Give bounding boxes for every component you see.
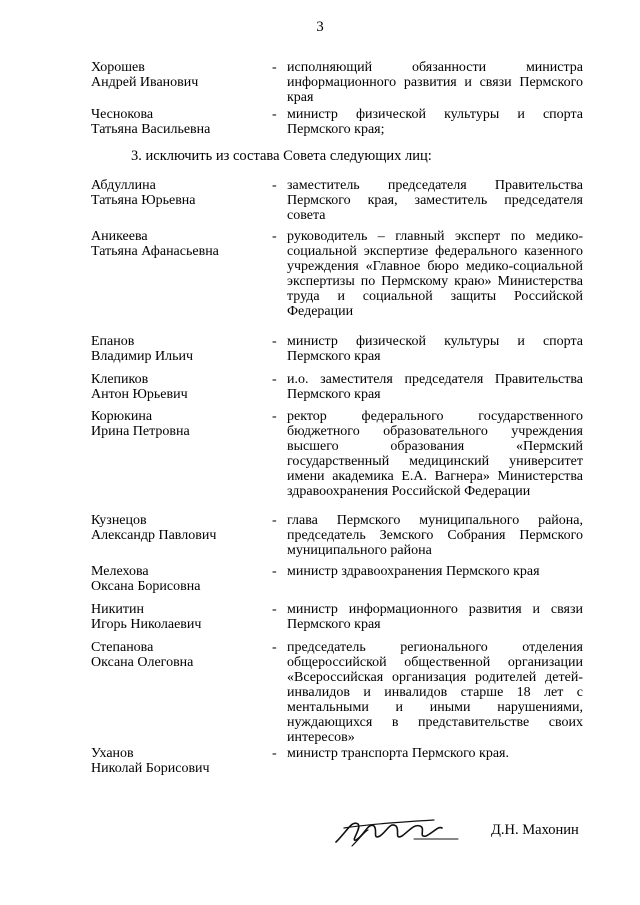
member-role: председатель регионального отделения общероссийской общественной организации «Всероссийская организация родителей детей-инвалидов и инвалидов старше 18 лет с ментальными и иными нарушениями, нуждающихся в представительстве своих интересов»: [287, 640, 583, 745]
member-role: заместитель председателя Правительства Пермского края, заместитель председателя совета: [287, 178, 583, 223]
member-role: министр транспорта Пермского края.: [287, 746, 509, 761]
member-role: министр информационного развития и связи Пермского края: [287, 602, 583, 632]
member-surname: Уханов: [91, 746, 134, 761]
separator-dash: -: [272, 60, 277, 75]
member-given-name: Владимир Ильич: [91, 349, 194, 364]
member-given-name: Татьяна Юрьевна: [91, 193, 196, 208]
member-name: [91, 178, 261, 208]
member-given-name: Татьяна Васильевна: [91, 122, 211, 137]
member-surname: Клепиков: [91, 372, 149, 387]
member-name: [91, 602, 261, 632]
member-role: ректор федерального государственного бюджетного образовательного учреждения высшего образования «Пермский государственный медицинский университет имени академика Е.А. Вагнера» Министерства здравоохранения Российской Федерации: [287, 409, 583, 499]
page-number: 3: [316, 19, 324, 35]
separator-dash: -: [272, 229, 277, 244]
member-surname: Чеснокова: [91, 107, 154, 122]
member-name: [91, 229, 261, 259]
member-given-name: Оксана Борисовна: [91, 579, 201, 594]
separator-dash: -: [272, 409, 277, 424]
member-given-name: Андрей Иванович: [91, 75, 199, 90]
separator-dash: -: [272, 334, 277, 349]
member-surname: Епанов: [91, 334, 135, 349]
member-name: [91, 334, 261, 364]
member-name: [91, 564, 261, 594]
member-surname: Корюкина: [91, 409, 153, 424]
member-name: [91, 372, 261, 402]
member-role: и.о. заместителя председателя Правительства Пермского края: [287, 372, 583, 402]
member-given-name: Антон Юрьевич: [91, 387, 188, 402]
member-surname: Степанова: [91, 640, 154, 655]
separator-dash: -: [272, 107, 277, 122]
separator-dash: -: [272, 564, 277, 579]
separator-dash: -: [272, 746, 277, 761]
member-given-name: Оксана Олеговна: [91, 655, 194, 670]
member-surname: Мелехова: [91, 564, 149, 579]
member-name: [91, 746, 261, 776]
member-name: [91, 60, 261, 90]
member-given-name: Игорь Николаевич: [91, 617, 202, 632]
signer-name: Д.Н. Махонин: [491, 822, 579, 838]
member-given-name: Николай Борисович: [91, 761, 210, 776]
member-role: руководитель – главный эксперт по медико-социальной экспертизе федерального казенного учреждения «Главное бюро медико-социальной экспертизы по Пермскому краю» Министерства труда и социальной защиты Российской Федерации: [287, 229, 583, 319]
member-role: министр физической культуры и спорта Пермского края;: [287, 107, 583, 137]
member-role: глава Пермского муниципального района, председатель Земского Собрания Пермского муниципального района: [287, 513, 583, 558]
member-role: министр физической культуры и спорта Пермского края: [287, 334, 583, 364]
separator-dash: -: [272, 513, 277, 528]
member-surname: Кузнецов: [91, 513, 147, 528]
member-name: [91, 409, 261, 439]
separator-dash: -: [272, 602, 277, 617]
handwritten-signature: [330, 812, 460, 852]
member-surname: Абдуллина: [91, 178, 156, 193]
member-given-name: Ирина Петровна: [91, 424, 190, 439]
member-name: [91, 640, 261, 670]
separator-dash: -: [272, 372, 277, 387]
separator-dash: -: [272, 178, 277, 193]
member-role: министр здравоохранения Пермского края: [287, 564, 540, 579]
section-heading: 3. исключить из состава Совета следующих лиц:: [131, 148, 432, 164]
separator-dash: -: [272, 640, 277, 655]
member-surname: Никитин: [91, 602, 144, 617]
member-surname: Хорошев: [91, 60, 145, 75]
member-name: [91, 107, 261, 137]
member-given-name: Татьяна Афанасьевна: [91, 244, 219, 259]
member-surname: Аникеева: [91, 229, 148, 244]
member-name: [91, 513, 261, 543]
member-given-name: Александр Павлович: [91, 528, 217, 543]
member-role: исполняющий обязанности министра информационного развития и связи Пермского края: [287, 60, 583, 105]
